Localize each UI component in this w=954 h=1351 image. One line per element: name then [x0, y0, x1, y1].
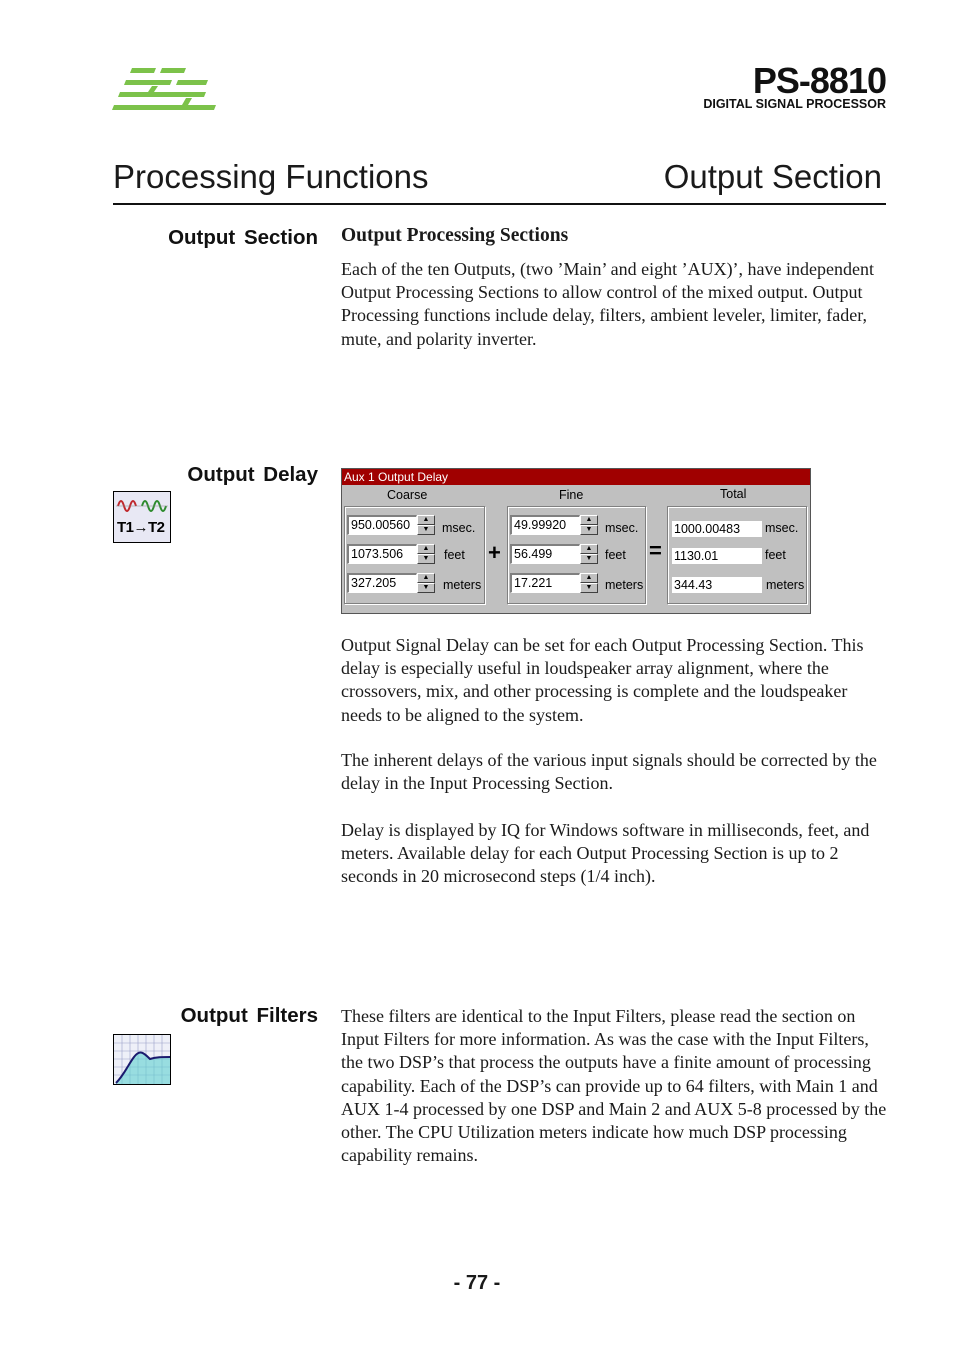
output-section-heading: Output Section — [168, 226, 318, 249]
spin-down-icon[interactable]: ▼ — [580, 583, 598, 593]
fine-meters-input[interactable]: 17.221 — [510, 573, 580, 593]
header-rule — [113, 203, 886, 205]
coarse-meters-input[interactable]: 327.205 — [347, 573, 417, 593]
output-processing-subheading: Output Processing Sections — [341, 225, 569, 246]
spin-down-icon[interactable]: ▼ — [417, 583, 435, 593]
spin-down-icon[interactable]: ▼ — [417, 525, 435, 535]
coarse-msec-input[interactable]: 950.00560 — [347, 515, 417, 535]
total-feet-unit: feet — [765, 548, 786, 562]
fine-label: Fine — [559, 488, 584, 502]
output-section-paragraph: Each of the ten Outputs, (two ’Main’ and eight ’AUX)’, have independent Output Processing Sections to allow control of the mixed output. Output Processing functions include delay, filters, ambient leveler, limiter, fader, mute, and polarity inverter. — [341, 259, 875, 349]
filter-curve-icon — [113, 1034, 171, 1085]
fine-msec-input[interactable]: 49.99920 — [510, 515, 580, 535]
coarse-label: Coarse — [387, 488, 428, 502]
delay-icon-label: T1→T2 — [117, 519, 165, 536]
total-msec-value: 1000.00483 — [672, 521, 762, 537]
spin-down-icon[interactable]: ▼ — [580, 525, 598, 535]
fine-msec-unit: msec. — [605, 521, 639, 535]
page-title: Processing Functions — [113, 158, 429, 195]
page-number: - 77 - — [453, 1272, 501, 1294]
total-meters-unit: meters — [766, 578, 805, 592]
fine-feet-unit: feet — [605, 548, 626, 562]
filters-paragraph: These filters are identical to the Input Filters, please read the section on Input Filters for more information. As was the case with the Input Filters, the two DSP’s that process the outputs have a finite amount of processing capability. Each of the DSP’s can provide up to 64 filters, with Main 1 and AUX 1-4 processed by one DSP and Main 2 and AUX 5-8 processed by the other. The CPU Utilization meters indicate how much DSP processing capability remains. — [341, 1006, 887, 1166]
delay-paragraph-3: Delay is displayed by IQ for Windows software in milliseconds, feet, and meters. Available delay for each Output Processing Section is up to 2 seconds in 20 microsecond steps (1/4 inch). — [341, 820, 870, 887]
model-subtitle: DIGITAL SIGNAL PROCESSOR — [703, 97, 886, 111]
spin-up-icon[interactable]: ▲ — [417, 515, 435, 525]
delay-icon — [113, 491, 171, 543]
fine-meters-spinner[interactable] — [580, 573, 598, 593]
delay-paragraph-1: Output Signal Delay can be set for each Output Processing Section. This delay is especially useful in loudspeaker array alignment, where the crossovers, mix, and other processing is complete and the loudspeaker needs to be aligned to the system. — [341, 635, 864, 725]
fine-meters-unit: meters — [605, 578, 644, 592]
aux-output-delay-dialog — [341, 468, 811, 614]
coarse-feet-spinner[interactable] — [417, 544, 435, 564]
fine-feet-input[interactable]: 56.499 — [510, 544, 580, 564]
fine-feet-spinner[interactable] — [580, 544, 598, 564]
coarse-msec-unit: msec. — [442, 521, 476, 535]
output-delay-heading: Output Delay — [187, 463, 318, 486]
coarse-meters-spinner[interactable] — [417, 573, 435, 593]
fine-msec-spinner[interactable] — [580, 515, 598, 535]
delay-paragraph-2: The inherent delays of the various input signals should be corrected by the delay in the Input Processing Section. — [341, 750, 877, 794]
total-msec-unit: msec. — [765, 521, 799, 535]
spin-up-icon[interactable]: ▲ — [417, 544, 435, 554]
section-title: Output Section — [663, 158, 882, 195]
coarse-msec-spinner[interactable] — [417, 515, 435, 535]
model-name: PS-8810 — [752, 60, 886, 101]
spin-up-icon[interactable]: ▲ — [580, 515, 598, 525]
plus-sign: + — [488, 540, 501, 565]
coarse-feet-unit: feet — [444, 548, 465, 562]
spin-down-icon[interactable]: ▼ — [580, 554, 598, 564]
dialog-title: Aux 1 Output Delay — [342, 469, 810, 485]
total-meters-value: 344.43 — [672, 577, 762, 593]
spin-up-icon[interactable]: ▲ — [417, 573, 435, 583]
spin-down-icon[interactable]: ▼ — [417, 554, 435, 564]
spin-up-icon[interactable]: ▲ — [580, 573, 598, 583]
coarse-feet-input[interactable]: 1073.506 — [347, 544, 417, 564]
spin-up-icon[interactable]: ▲ — [580, 544, 598, 554]
bss-logo — [112, 66, 220, 114]
output-filters-heading: Output Filters — [180, 1004, 318, 1027]
total-label: Total — [720, 487, 747, 501]
coarse-meters-unit: meters — [443, 578, 482, 592]
equals-sign: = — [649, 538, 662, 563]
total-feet-value: 1130.01 — [672, 548, 762, 564]
